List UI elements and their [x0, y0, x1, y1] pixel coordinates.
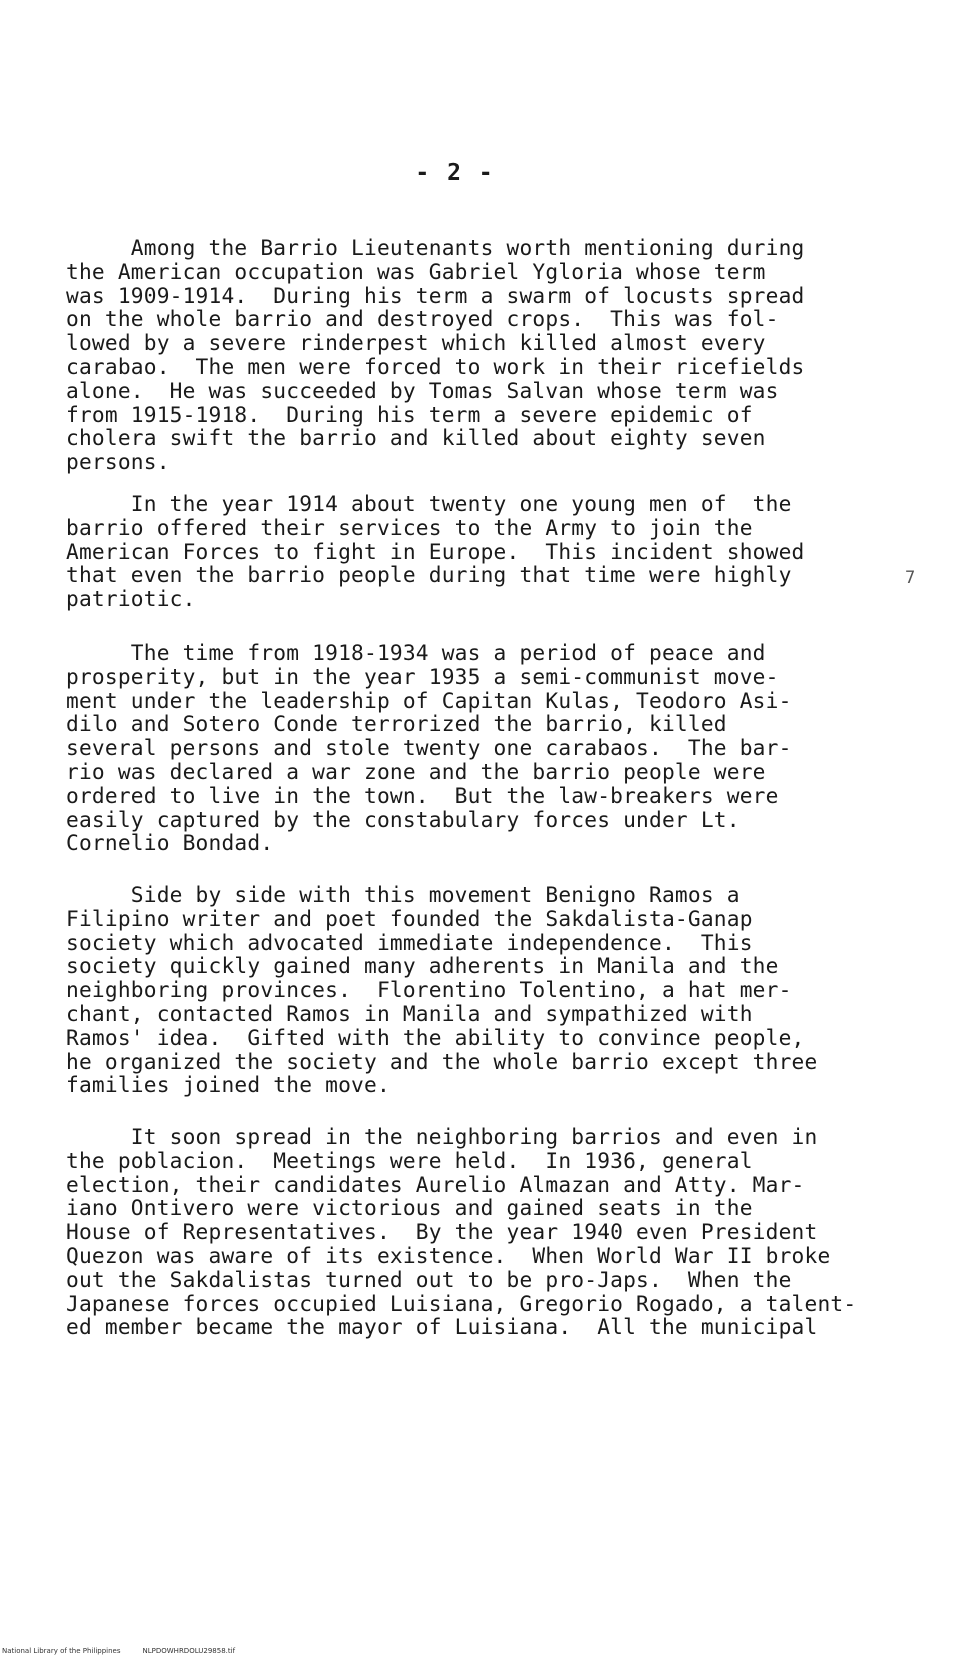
footer-library: National Library of the Philippines	[2, 1647, 121, 1655]
scan-footer	[2, 1647, 235, 1655]
paragraph-american-forces: In the year 1914 about twenty one young men of the barrio offered their services to the Army to join the American Forces to fight in Europe. This incident showed that even the barrio people during that time were highly patriotic.	[66, 491, 805, 612]
paragraph-sakdalista-spread: It soon spread in the neighboring barrios and even in the poblacion. Meetings were held. In 1936, general election, their candidates Aurelio Almazan and Atty. Mar- iano Ontivero were victorious and gained seats in the House of Representatives. By the year 1940 even President Quezon was aware of its existence. When World War II broke out the Sakdalistas turned out to be pro-Japs. When the Japanese forces occupied Luisiana, Gregorio Rogado, a talent- ed member became the mayor of Luisiana. All the municipal	[66, 1124, 857, 1340]
page-number: - 2 -	[415, 160, 495, 186]
paragraph-sakdalista-society: Side by side with this movement Benigno Ramos a Filipino writer and poet founded the Sakdalista-Ganap society which advocated immediate independence. This society quickly gained many adherents in Manila and the neighboring provinces. Florentino Tolentino, a hat mer- chant, contacted Ramos in Manila and sympathized with Ramos' idea. Gifted with the ability to convince people, he organized the society and the whole barrio except three families joined the move.	[66, 882, 818, 1098]
margin-mark: 7	[905, 568, 916, 588]
paragraph-peace-and-prosperity: The time from 1918-1934 was a period of peace and prosperity, but in the year 1935 a semi-communist move- ment under the leadership of Capitan Kulas, Teodoro Asi- dilo and Sotero Conde terrorized the barrio, killed several persons and stole twenty one carabaos. The bar- rio was declared a war zone and the barrio people were ordered to live in the town. But the law-breakers were easily captured by the constabulary forces under Lt. Cornelio Bondad.	[66, 640, 792, 856]
paragraph-barrio-lieutenants: Among the Barrio Lieutenants worth mentioning during the American occupation was Gabriel Ygloria whose term was 1909-1914. During his term a swarm of locusts spread on the whole barrio and destroyed crops. This was fol- lowed by a severe rinderpest which killed almost every carabao. The men were forced to work in their ricefields alone. He was succeeded by Tomas Salvan whose term was from 1915-1918. During his term a severe epidemic of cholera swift the barrio and killed about eighty seven persons.	[66, 235, 805, 475]
footer-file: NLPDOWHRDOLU29858.tif	[142, 1647, 236, 1655]
